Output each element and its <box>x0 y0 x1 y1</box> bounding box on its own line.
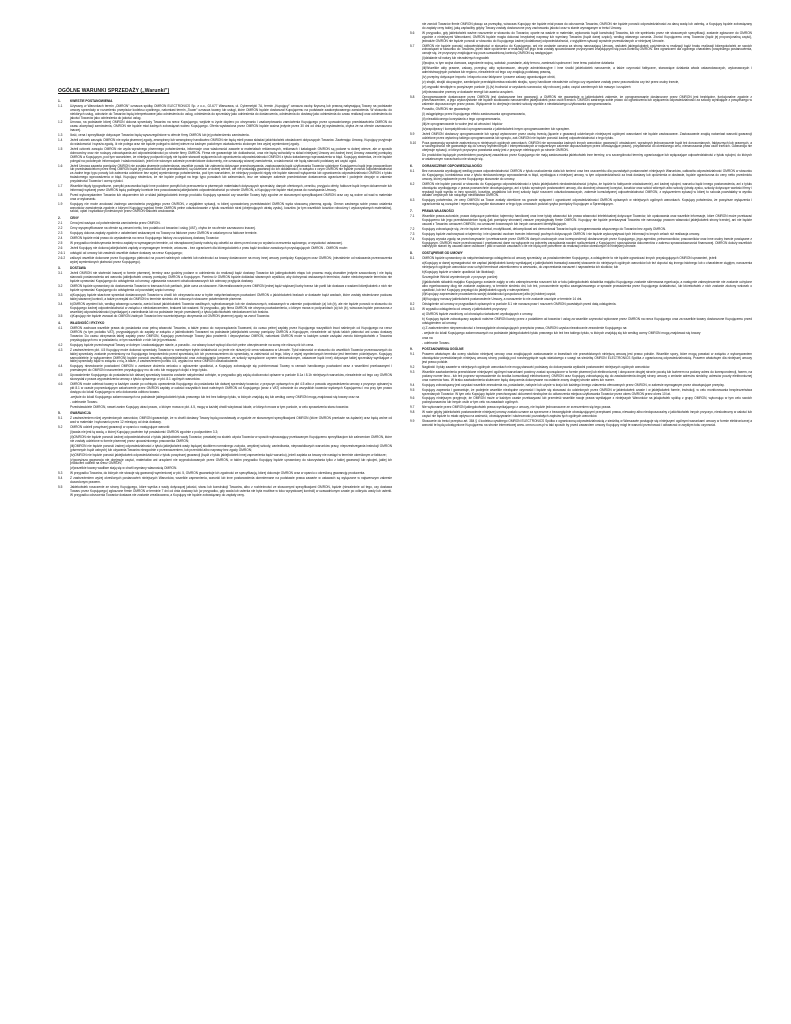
paragraph-number <box>410 113 422 117</box>
paragraph-text: OMRON będzie miał prawo do wystawienia na rzecz Kupującego faktury za częściową dostawę Towarów. <box>70 236 220 240</box>
paragraph-number: 2.3 <box>58 231 63 236</box>
paragraph-number: 2.2 <box>58 226 63 231</box>
section-paragraph <box>58 459 392 467</box>
paragraph-text: Kupujący niezwłocznie powiadomi OMRON o zamiarze złożenia wniosku o ogłoszenie upadłości, a Kupujący zobowiązuje się poinformować Towary w ramach handlowego powiadomi wraz z wszelkimi przekazanymi i przesłanymi do OMRON roszczeniem przysługujący mu do celu lub mogących dojść z tego tytułu. <box>70 364 392 373</box>
paragraph-text: Poza gwarancją wyraźnie zastrzeżoną w niniejszych ogólnych warunkach, OMRON nie wprowadza żadnych innych warunków, gwarancji i oświadczeń, wyraźnych jednoznacznie bądź też dorozumianych, faktycznych lub prawnych, a w szczególności nie gwarantuje się do rzeczy wymienionych i interpretowanych w najszerszym zakresie dopuszczalnym przez obowiązujące prawo), przydatności do określonego celu, nienaruszania praw osób trzecich. Gwarancja nie obejmuje sytuacji, w których przyczyna powstania wady jest z przyczyn nieleżących po stronie OMRON. <box>422 140 752 153</box>
section-title: WŁASNOŚĆ I RYZYKO <box>70 321 105 326</box>
section-paragraph <box>410 91 752 95</box>
paragraph-number: 9.7 <box>410 405 415 410</box>
paragraph-number <box>58 401 70 405</box>
paragraph-text: (vii)niezawodne przerwy w dostawie energii lub awaria urządzeń. <box>422 89 514 94</box>
section-paragraph <box>410 353 752 365</box>
paragraph-number: 1.8 <box>58 192 63 197</box>
section-paragraph <box>58 121 392 133</box>
paragraph-text: zaliczyć wszelkie dokonane przez Kupującego płatności na poczet należnych odsetek lub należności za towary dostarczone na mocy innej umowy pomiędzy Kupującym oraz OMRON; (niezależnie od wskazania przeznaczenia wyżej wymienionych płatności przez Kupującego). <box>70 255 392 264</box>
paragraph-number: 6.3 <box>410 198 415 203</box>
paragraph-text: Kupujący dokona zapłaty zgodnie z ustaleniami wskazanymi na Towary na fakturze przez OMRON w ustalonym na fakturze terminie. <box>70 231 258 236</box>
paragraph-text: (i)wada nie jest tą wadą, o której Kupujący powinien był powiadomić OMRON zgodnie z podpunktem 3.3; <box>70 430 219 435</box>
section-paragraph <box>58 285 392 293</box>
section-paragraph <box>58 303 392 315</box>
paragraph-number: 2.5 <box>58 240 63 245</box>
paragraph-text: (vi) wypadki nieobjęte w powyższym punkcie (i)-(iv) trudności w uzyskaniu surowców, siły roboczej, paliw, części zamiennych lub maszyn i urządzeń <box>422 84 631 89</box>
paragraph-number: 4.2 <box>58 342 63 347</box>
section-paragraph <box>410 411 752 419</box>
section-paragraph <box>58 327 392 343</box>
section-paragraph <box>410 183 752 199</box>
paragraph-text: Kupujący zobowiązuje się, że nie będzie zmieniał, modyfikował, dekompilował ani demontował Towarów bądź oprogramowania włączonego do Towarów bez zgody OMRON. <box>422 226 667 231</box>
paragraph-number: 3.2 <box>58 284 63 289</box>
section-paragraph <box>58 272 392 284</box>
document-section <box>58 100 392 214</box>
paragraph-text: a) OMRON będzie zwolniony od obowiązku świadczeń wynikających z umowy. <box>422 312 534 317</box>
section-number: 7. <box>410 209 413 214</box>
paragraph-text: Kupujący niniejszym przyjmuje, że OMRON może w każdym czasie przekazywać lub przenieść wszelkie swoje prawa wynikające z niniejszych Warunków na jakąkolwiek spółkę z grupy OMRON, wykonując w tym celu swoich podwykonawców lub innych osób w tym celu na zasadach ogólnych. <box>422 396 752 405</box>
paragraph-number: 8.1 <box>410 256 415 261</box>
paragraph-text: Jeżeli Kupujący nie dokona jakiejkolwiek zapłaty w wymaganym terminie, wówczas - bez ograniczeń dla któregokolwiek z praw bądź środków zaradczych przysługujących OMRON - OMRON może: <box>70 245 348 250</box>
paragraph-number: 1.2 <box>58 120 63 125</box>
paragraph-text: (iv)OMRON nie będzie ponosić jakiejkolwiek odpowiedzialności z tytułu powyższej gwarancji (bądź z tytułu jakiejkolwiek innej zapewnienia bądź warunku), jeżeli zapłata za towary nie nastąpi w terminie określonym w fakturze; <box>70 452 387 457</box>
document-section <box>410 165 752 207</box>
paragraph-text: (ii)Kupujący zaprzestanie prowadzenia swojej działalności gospodarczej albo jej istotnej części; <box>422 292 557 297</box>
paragraph-text: - odebranie Towaru. <box>70 399 99 404</box>
paragraph-number: 1.6 <box>58 163 63 168</box>
paragraph-number: 3.1 <box>58 271 63 276</box>
paragraph-number: 7.2 <box>410 226 415 231</box>
paragraph-text: Kupujący nie może anulować żadnego zamówienia przyjętego przez OMRON, z wyjątkiem sytuacji, w której upoważniony przedstawiciel OMRON wyda stosowną pisemną zgodę. Omron zastrzega sobie prawo ustalenia warunków zamówienia zgodnie z którymi Kupujący wypłaci firmie OMRON pełne odszkodowanie z tytułu wszelkich strat (obejmujących utratę zysku), kosztów (w tym wszelkich kosztów robocizny i wykorzystanych materiałów), szkód, opłat i wydatków poniesionych przez OMRON wskutek anulowania. <box>70 201 392 214</box>
section-paragraph <box>410 67 752 75</box>
section-paragraph <box>410 86 752 90</box>
paragraph-text: -wejście do lokali Kupującego załomnowanych na podstawie jakiegokolwiek tytułu prawnego lub też bez takiego tytułu, w których znajdują się lub według oceny OMRON mogą znajdować się towary oraz na <box>70 394 360 399</box>
left-column <box>58 33 392 499</box>
paragraph-text: Z zastrzeżeniem niżej wymienionych warunków, OMRON gwarantuje, że w chwili dostawy Towary będą pozostawały w zgodzie ze stosownymi specyfikacjami OMRON (które OMRON przekaże na żądanie) oraz będą wolne od wad w materiale i wykonaniu przez 12 miesięcy od dnia dostawy. <box>70 416 392 425</box>
section-paragraph <box>410 389 752 397</box>
paragraph-number: 2.6.2 <box>58 255 66 260</box>
paragraph-text: OMRON będzie uprawniony do dostarczenia Towarów w transzach lub partiach, jakie uzna za stosowne. Niezrealizowanie przez OMRON jednej bądź większej liczby transz lub partii lub dostawa z wadami którejkolwiek z nich nie będzie uprawniać Kupującego do odstąpienia od pozostałej części umowy. <box>70 284 392 292</box>
document-title: OGÓLNE WARUNKI SPRZEDAŻY („Warunki”) <box>58 88 170 94</box>
paragraph-text: (ii)OMRON nie będzie ponosić żadnej odpowiedzialności z tytułu jakiejkolwiek wady Towarów, powstałej na skutek użycia Towarów w sposób wykraczający przekazanym Kupującemu specyfikacjom lub zaleceniom OMRON, które nie zostały udzielone w formie pisemnej przez upoważnionego pracownika OMRON; <box>70 434 392 443</box>
paragraph-number <box>410 342 422 346</box>
paragraph-text: Nagłówki i tytuły zawarte w niniejszych ogólnych warunkach nie mogą stanowić podstawy do dokonywania wykładni postanowień niniejszych ogólnych warunków. <box>422 365 651 370</box>
paragraph-text: W wypadku odstąpienia od umowy z jakiekolwiek przyczyny: <box>422 307 508 312</box>
paragraph-text: Wszelkie zawiadomienia przewidziane niniejszymi ogólnymi warunkami powinny zostać sporządzone w formie pisemnej lub elektronicznej i doręczone drugiej stronie pocztą lub kurierem na podany adres do korespondencji, faxem, na podany numer faxu - lub też poprzez wprowadzenie do środka komunikacji elektronicznej. OMRON oraz Kupujący zobowiązują się do zawiadomienia drugiej strony umowy o zmianie adresów siedziby, adresów poczty elektronicznej oraz numerów faxu. W braku zawiadomienia skuteczne będą doręczenia dokonywane na ostatnie znany drugiej stronie adres lub numer. <box>422 369 752 382</box>
document-section <box>410 348 752 427</box>
paragraph-text: Ponadto, OMRON nie gwarantuje: <box>422 107 471 112</box>
section-paragraph <box>410 342 752 346</box>
paragraph-text: (v)powyższa gwarancja nie obejmuje części, materiałów ani urządzeń nie wyprodukowanych przez OMRON, w takim przypadku Kupujący będzie uprawniony do skorzystania tylko z takiej gwarancji lub rękojmi, jakiej ich producent udzielił na rzecz OMRON; <box>70 457 392 466</box>
paragraph-text: Z zastrzeżeniem pkt. 4.5 Kupujący może dokonać sprzedaży Towarów w normalnym trybie działalności co jenie nie niższej niż cena wskazana w Umowie. Tytuł własności w stosunku do wszelkich Towarów przeznaczonych do takiej sprzedaży zostanie przeniesiony na Kupującego bezpośrednio przed sprzedażą lub ich przeznaczeniem do sprzedaży, w zależności od tego, który z wyżej wymienionych terminów jest terminem późniejszym. Kupujący samodzielnie (z wyłączeniem OMRON) będzie ponosić wszelką odpowiedzialność oraz zobowiązania (umowne, ze szkody wyrządzone czynem niedozwolonym, ustawowe bądź inne) dotyczące takiej sprzedaży wynikające z takiej sprzedaży bądź w związku z nią, a także, z zastrzeżeniem punktu 4.5, wypłaci na rzecz OMRON odszkodowanie. <box>70 347 392 364</box>
section-paragraph <box>58 203 392 215</box>
paragraph-text: OMRON zachowa wszelkie prawa do posiadania oraz pełną własność Towarów, a także prawo do rozporządzania Towarami, do czasu pełnej zapłaty przez Kupującego wszystkich kwot należnych od Kupującego na rzecz OMRON (w tym podatku VAT), przypadających do zapłaty w związku z jakimikolwiek Towarami na podstawie jakiejkolwiek umowy pomiędzy OMRON a Kupującym, niezależnie od tytułu takich płatności ani czasu dostawy Towarów. Do czasu otrzymania takiej zapłaty przez OMRON, Kupujący przechowuje Towary jako powiernik i depozytariusz OMRON, natomiast OMRON może w każdym czasie zażądać zwrotu któregokolwiek z Towarów przysługujących mu w posiadaniu, w tym wszelkich z nich lub jej przekazać. <box>70 326 392 342</box>
section-title: DOSTAWA <box>70 266 86 271</box>
paragraph-number <box>410 337 422 341</box>
paragraph-text: (iii)Kupujący naruszy jakiekolwiek postanowienie Umowy, a naruszenie to nie zostanie usunięte w terminie 14 dni. <box>422 297 583 302</box>
paragraph-number: 9.8 <box>410 410 415 415</box>
section-paragraph <box>410 154 752 162</box>
paragraph-number: 9.4 <box>410 382 415 387</box>
section-paragraph <box>58 185 392 193</box>
paragraph-number: 9.1 <box>410 352 415 357</box>
paragraph-number <box>58 406 70 410</box>
section-paragraph <box>58 165 392 185</box>
paragraph-number <box>410 57 422 61</box>
section-paragraph <box>58 194 392 202</box>
paragraph-text: c)Kupujący nie będzie zwracał do OMRON żadnych Towarów bez wcześniejszego otrzymania od OMRON pisemnej zgody na zwrot Towarów. <box>70 314 270 319</box>
paragraph-number: 1.7 <box>58 184 63 189</box>
section-paragraph <box>58 148 392 164</box>
paragraph-text: Jeżeli członek zarządu OMRON nie wyda wyraźnego pisemnego potwierdzenia, informacje oraz wiadomości zawarte w materiałach reklamowych, reklamach i katalogach OMRON są podane w dobrej wierze, ale w sposób dobrowolny oraz nie rodzący zobowiązania ani odpowiedzialności po stronie firmy OMRON. Firma nie gwarantuje ich dokładności, oraz nie będą wchodziły w skład niniejszej Umowy ani żadnej innej Umowy zawartej pomiędzy OMRON a Kupującym, pod tym warunkiem, że niniejszy podpunkt nigdy nie będzie stanowił wyłączenia lub ograniczenia odpowiedzialności OMRON z tytułu świadomego wprowadzenia w błąd. Kupujący stwierdza, że nie będzie polegał na podobnych informacjach i wiadomościach, jeżeli nie wiosnym zakresie przedmiotowe dokumenty, nie oznaczają wiosnej zamówienia, a wiadomości nie będą stanowić podstawy ani część ugód. <box>70 146 392 163</box>
paragraph-text: Przed wykorzystaniem Towarów lub włączeniem ich w skład jakiegokolwiek innego produktu Kupujący sprawdzi czy wszelkie Towary były zgodne ze stosownymi specyfikacjami OMRON oraz czy są wolne od wad w materiale oraz w wykonaniu. <box>70 192 392 201</box>
section-paragraph <box>58 477 392 485</box>
section-title: POSTANOWIENIA OGÓLNE <box>422 347 464 352</box>
paragraph-text: Kupujący zapewnia i gwarantuje, że podejmie wszelkie niezbędne czynności i będzie się stosować do udzielonych przez OMRON w jakimkolwiek czasie i w jakiejkolwiek formie, instrukcji, w celu monitorowania bezpieczeństwa sprzedanych Towarów. W tym celu Kupujący będzie przechowywać dokument niezbędne do odtworzenia miejsca użytkowania Towarów przez okres OMRON przez okres 10 lat. <box>422 387 752 396</box>
paragraph-text: Jeżeli OMRON nie stwierdzi inaczej w formie pisemnej, terminy oraz godziny podane w odniesieniu do realizacji bądź dostawy Towarów lub jakiegokolwiek etapu lub procesu mają charakter jedynie szacunkowy i nie będą stanowić postanowienia ani warunku jakiejkolwiek umowy pomiędzy OMRON a Kupującym. Pomimo iż OMRON będzie dokładać starannych wysiłków, aby dotrzymać wskazanych terminów, żadne niedotrzymanie terminów nie będzie uprawniać Kupującego do odstąpienia od umowy, zgłaszania roszczeń odszkodowawczych lub odmowy przyjęcia dostawy. <box>70 271 392 284</box>
paragraph-number <box>58 459 70 467</box>
paragraph-text: (iii)że oprogramowanie to wolne jest od wirusów i błędów <box>422 121 503 126</box>
paragraph-number: 6.2 <box>410 181 415 186</box>
paragraph-text: OMRON nie będzie ponosić w stosunku do Kupującego odpowiedzialności z tytułu jakiejkolwiek niedowiedzialności (chyba, że będzie to faktycznie oświadczenie), ani żadnej rękojmi, warunku bądź innego postanowienia, ani z tytułu obowiązku wynikającego z prawa powszechnie obowiązującego, ani z tytułu wyraźnych postanowień umowy, dla dowolnej utraconej korzyści, kosztów oraz szkód wtórnych albo szkody (utratę zysku, szkody dotyczące wartości firmy i reputacji bądź wyniku w inny sposób), kosztów, wydatków lub innej szkody bądź roszczeń odszkodowawczych, zakresie kumulatywnej odpowiedzialności OMRON, z wyłączeniem sytuacji w której to szkoda powstałaby w wyniku działań umyślnych lub rażącego niedbalstwa OMRON. <box>422 181 752 198</box>
section-paragraph <box>410 32 752 44</box>
paragraph-number: 5.7 <box>410 43 415 48</box>
section-paragraph <box>410 420 752 428</box>
paragraph-number <box>410 281 422 293</box>
paragraph-number: 9.6 <box>410 396 415 401</box>
paragraph-text: Jeżeli członek zarządu OMRON nie wyda pisemnej zgody, zewnętrzny lub wewnętrzny handlowiec OMRON nie będą mieli prawa składać jakichkolwiek oświadczeń dotyczących Towarów. Zawierając Umowę, Kupujący przyjmuje do wiadomości i wyraża zgodę, iż nie polega oraz nie będzie polegał w dobrej wierze na żadnym podobnym oświadczeniu złożonym bez wyżej wymienionej zgody. <box>70 138 392 146</box>
paragraph-text: (iv)współpracy i kompatybilności oprogramowania z jakimkolwiek innym oprogramowaniem lub sprzętem. <box>422 126 571 131</box>
section-number: 3. <box>58 266 61 271</box>
paragraph-number: 7.3 <box>410 231 415 236</box>
section-number: 2. <box>58 216 61 221</box>
section-paragraph <box>58 436 392 444</box>
paragraph-text: a)Kupujący w danej wymagalności nie zapłaci jakiejkolwiek kwoty wynikającej z jakiejkolwiek transakcji zawartej stosownie do niniejszych ogólnych warunków lub też dopuści się innego istotnego lub o charakterze ciągłym, naruszenia niniejszych ogólnych warunków oraz uchybi terminowi zakreślonemu w wezwaniu, do zaprzestania naruszeń i naprawienia ich skutków, lub <box>422 261 752 270</box>
paragraph-text: c) Z zastrzeżeniem nieprzenośności z bezwzględnie obowiązujących przepisów prawa, OMRON uzyska niezwłocznie zezwolenie Kupującego na: <box>422 325 628 330</box>
paragraph-text: Szczególnie Wśród wymienionych z przyczyn poniżej: <box>422 274 498 279</box>
section-title: CENY <box>70 216 79 221</box>
paragraph-number <box>410 154 422 162</box>
paragraph-number: 1.9 <box>58 201 63 206</box>
section-paragraph <box>410 384 752 388</box>
paragraph-number: 9.9 <box>410 418 415 423</box>
paragraph-number <box>58 436 70 444</box>
paragraph-text: W przypadku Towarów, do których nie stosuje się gwarancji wymienionej w pkt. 5, OMRON gwarantuje ich zgodność ze specyfikacją, której dokonuje OMRON oraz w oparciu o określoną gwarancję producenta. <box>70 471 366 476</box>
paragraph-number: 5.2 <box>58 425 63 430</box>
paragraph-number <box>410 332 422 336</box>
paragraph-number: 8.2 <box>410 302 415 307</box>
section-paragraph <box>58 396 392 400</box>
paragraph-text: (iii)OMRON nie będzie ponosić żadnej odpowiedzialności z tytułu jakiejkolwiek wady będącej skutkiem normalnego zużycia, umyślnej szkody, zaniedbania, nieprawidłowych warunków pracy, nieprzestrzegania instrukcji OMRON (pisemnych bądź ustnych) lub używania Towarów niezgodnie z przeznaczeniem, lub przeróbki albo naprawy bez zgody OMRON; <box>70 443 392 452</box>
document-section <box>410 210 752 249</box>
paragraph-text: b)OMRON wymieni lub, według własnego uznania, zwróci koszt jakichkolwiek Towarów wadliwych, wybrakowanych lub nie dostarczonych, wskazanych w zakresie podpunktach (a) lub (b), ale nie będzie ponosić w stosunku do Kupującego żadnej odpowiedzialności w związku z niedostarczeniem, brakami lub wadami. W przypadku, gdy firma OMRON nie otrzyma powiadomienia, o którym mowa w podpunktach (a) lub (b), wówczas będzie ponoszona z wszelkiej odpowiedzialności (wynikającej z zaniedbania lub na podstawie innych przesłanek) z tytułu jakichkolwiek niedostarczeń lub braków. <box>70 301 392 314</box>
paragraph-text: OMRON może odebrać towary w każdym czasie po cofnięciu uprawnienia Kupującego do posiadania lub dalszej sprzedaży towarów, z przyczyn opisanych w pkt 4.5 albo z powodu wypowiedzenia umowy z przyczyn opisanej w pkt 8.1 w czasie poprzedzającym zakończenie przez OMRON zapłaty w całości wszystkich kwot należnych OMRON od Kupującego (wraz z VAT) odnośnie do wszystkich towarów wydanych Kupującemu i ma przy tym prawo dostępu do lokali Kupującego w celu dokonania odbioru towaru. <box>70 382 392 394</box>
document-section <box>58 412 392 497</box>
document-section <box>58 267 392 319</box>
paragraph-text: nie zwrócił Towarów firmie OMRON płacąc za przesyłkę, wówczas Kupujący nie będzie miał prawa do odrzucenia Towarów, OMRON nie będzie ponosić odpowiedzialności za daną wadę lub usterkę, a Kupujący będzie zobowiązany do zapłaty ceny takiej, jaką zapłaciłby gdyby Towary zostały dostarczone przy zachowaniu jakości oraz w stanie wymaganym w treści Umowy. <box>422 22 752 30</box>
paragraph-text: Nie wykonanie przez OMRON jakiegokolwiek prawa wynikającego z umowy, nie będzie jednoznaczne ze zrzeczeniem się tego prawa. <box>422 405 612 410</box>
paragraph-text: oraz na <box>422 335 433 340</box>
section-paragraph <box>410 215 752 227</box>
section-title: GWARANCJA <box>70 411 91 416</box>
paragraph-text: (i)jakikolwiek składnik majątku Kupującego zostanie zajęty w celu zabezpieczenia roszczeń lub w toku jakiegokolwiek składnika majątku Kupującego zostanie skierowana egzekucja, a następnie zabezpieczenie nie zostanie uchylone albo egzekwowany dług nie zostanie zapłacony, w terminie siedmiu dni, lub też, porozumienie wyniku zaangażowanego w sprawie prowadzenia przez Kupującego działalności, lub którekolwiek z nich zostanie złożony wniosek o upadłość, lub też Kupujący przystąpi do jakiejkolwiek ugody z wierzycielami; <box>422 279 752 292</box>
section-paragraph <box>410 133 752 141</box>
section-paragraph <box>410 262 752 270</box>
paragraph-number: 9.2 <box>410 365 415 370</box>
paragraph-text: W razie gdyby jakiekolwiek postanowienie niniejszej umowy zostało uznane za sprzeczne z bezwzględnie obowiązującymi przepisami prawa, nieważny albo niedopuszczalny z jakichkolwiek innych przyczyn, nieskuteczny w całości lub części nie będzie to miało wpływu na ważność, obowiązywanie i skuteczność pozostałych zapisów tych ogólnych warunków. <box>422 410 752 419</box>
document-section <box>58 217 392 264</box>
paragraph-text: OMRON nie będzie ponosić odpowiedzialności w stosunku do Kupującego, ani nie zostanie uznana za stronę naruszającą Umowę, wskutek jakiegokolwiek opóźnienia w realizacji bądź braku realizacji któregokolwiek ze swoich zobowiązań w stosunku do Towarów, jeżeli takie opóźnienie w realizacji lub jego brak zostały spowodowane przyczynami znajdującymi się poza kontrolą OMRON. Bez ograniczeń dla ogólnego charakteru powyższego postanowienia, uznaje się, że przyczyny znajdujące się poza uzasadnioną kontrolą OMRON są następujące: <box>422 43 752 56</box>
paragraph-text: Ceny wyspecyfikowane na ofercie są cenami netto, bez podatku od towarów i usług (VAT), chyba że na ofercie zaznaczono inaczej. <box>70 226 256 231</box>
section-title: ODSTĄPIENIE OD UMOWY <box>422 251 463 256</box>
section-paragraph <box>58 139 392 147</box>
paragraph-text: Do produktów będących przedmiotem powyższej zasadniczo przez Kupującego nie mają zastosowania jakiekolwiek inne terminy, a w szczególności terminy ograniczające lub wyłączające odpowiedzialność z tytułu rękojmi, do których w ostatecznym rozrachunku nie stosuje się. <box>422 153 752 162</box>
paragraph-number <box>410 123 422 127</box>
paragraph-text: (iii)Wszelkie akty prawne, zakazy, przepisy, akty wykonawcze, decyzje administracyjne i inne środki jakiekolwiek naruszenie, a także czynności faktyczne, stanowiące działania władz ustawodawczych, wykonawczych i administracyjnych państwa lub regionu, niezależnie od tego czy znajdują podstawę prawną, <box>422 66 752 74</box>
section-paragraph <box>58 417 392 425</box>
paragraph-text: Ilość, cena i specyfikacje dotyczące Towarów będą wyszczególnione w ofercie firmy OMRON lub jej potwierdzeniu zamówienia. <box>70 133 250 138</box>
section-number: 6. <box>410 164 413 169</box>
paragraph-number: 5.3 <box>58 471 63 476</box>
section-title: PRAWA WŁASNOŚCI <box>422 209 454 214</box>
paragraph-text: b)Kupujący będzie w stanie upadłości lub likwidacji; <box>422 269 495 274</box>
paragraph-number <box>58 431 70 435</box>
paragraph-number <box>410 67 422 75</box>
section-paragraph <box>58 454 392 458</box>
paragraph-number <box>410 91 422 95</box>
document-section <box>410 252 752 345</box>
section-paragraph <box>410 233 752 237</box>
paragraph-number: 4.3 <box>58 347 63 352</box>
paragraph-text: Jeżeli Umowa zawarta pomiędzy OMRON nie została pisemnie potwierdzona, wszelkie poradu lub zalecenia dotyczące przechowywania, zastosowania bądź użytkowania Towarów udzielone Kupującemu bądź jego pracownikom lub przedstawicielom przez firmę OMRON bądź jej pracowników lub przedstawicieli, są udzielone w dobrej wierze, ale nie posiadają gwarancji do ich dokładności, w związku z czym OMRON nie będzie ponosić odpowiedzialności za żadne tego typu porady lub zalecenia udzielone bez wyżej wymienionego potwierdzenia, pod tym warunkiem, że niniejszy podpunkt nigdy nie będzie stanowił wyłączenia lub ograniczenia odpowiedzialności OMRON z tytułu świadomego wprowadzenia w błąd. Kupujący stwierdza, że nie będzie polegał na tego typu poradach lub zaleceniach, lecz we własnym zakresie przedmiotowe dostarczenia ograniczenie i podejmie decyzje w zakresie przydatności Towarów i ocenę rytuści. <box>70 163 392 184</box>
paragraph-text: Jeżeli OMRON dostarczy oprogramowanie lub sprzęt wytworzone przez osobę trzecią (łącznie z gwarancji udzielonych niniejszymi ogólnymi warunkami nie będzie zastosowane. Zastosowanie znajdą natomiast warunki gwarancji udzielone przez wytwórcę takiego oprogramowania lub sprzętu, zaś OMRON nie będzie ponosić żadnej odpowiedzialności z tego tytułu. <box>422 131 752 140</box>
paragraph-text: Kupujący będzie przechowywał Towary w dobrym i zadowalającym stanie, a ponadto - na własny koszt wykupi dla nich pełne ubezpieczenie na sumę nie niższą niż ich cena. <box>70 342 315 347</box>
paragraph-text: (iv) przepisy dotyczące importu i eksportu oraz faktyczne i prawne zakazy ograniczające obrót, <box>422 74 556 79</box>
paragraph-number: 4.1 <box>58 326 63 331</box>
section-paragraph <box>58 365 392 373</box>
paragraph-number <box>58 454 70 458</box>
section-paragraph <box>58 486 392 498</box>
paragraph-number <box>410 293 422 297</box>
paragraph-number <box>58 445 70 453</box>
paragraph-number <box>410 76 422 80</box>
paragraph-number: 4.4 <box>58 364 63 369</box>
section-title: OGRANICZENIE ODPOWIEDZIALNOŚCI <box>422 164 483 169</box>
section-paragraph <box>58 349 392 365</box>
paragraph-text: (ii)wojna, w tym wojna domowa, zagrożenie wojną, sabotaż, powstanie, akty terroru, zamieszki społeczne i inne temu podobne działania <box>422 61 614 66</box>
document-section <box>58 322 392 409</box>
paragraph-text: Odstąpienie od umowy w przypadkach opisanych w punkcie 8.1 nie narusza praw i roszczeń OMRON powstałych przed datą odstąpienia. <box>422 302 617 307</box>
paragraph-number: 2.6 <box>58 245 63 250</box>
section-number: 1. <box>58 98 61 103</box>
paragraph-text: Z zastrzeżeniem wyżej określonych postanowień niniejszych Warunków, wszelkie zapewnienia, warunki lub inne postanowienia domniemane na podstawie prawa zawarte w ustawach są wyłączone w najszerszym zakresie dozwolonym prawem. <box>70 476 392 485</box>
paragraph-number: 2.4 <box>58 236 63 240</box>
paragraph-number: 9.5 <box>410 387 415 392</box>
paragraph-text: Prawem właściwym dla oceny skutków niniejszej umowy oraz znajdujących zastosowanie w kwestiach nie przewidzianych niniejszą umową jest prawo polskie. Wszelkie spory, które mogą powstać w związku z wykonywaniem obowiązków przewidzianych niniejszą umową strony poddają pod rozstrzygnięcie sądu właściwego z uwagi na siedzibę OMRON ELECTRONICS Spółka z ograniczoną odpowiedzialnością. Prawem właściwym dla niniejszej umowy jest prawo polskie. <box>422 352 752 365</box>
paragraph-text: b) Kupujący będzie zobowiązany zapłacić należne OMRON kwoty przez z podatkiem od towarów i usług za wszelkie czynności wykonane przez OMRON na rzecz Kupującego oraz za wszelkie towary dostarczone Kupującemu przed odstąpieniem od umowy. <box>422 317 752 325</box>
paragraph-number: 3.4 <box>58 301 63 306</box>
section-paragraph <box>410 332 752 336</box>
section-paragraph <box>410 281 752 293</box>
paragraph-number: 4.5 <box>58 373 63 378</box>
paragraph-number <box>410 23 422 31</box>
paragraph-number: 7.1 <box>410 214 415 219</box>
paragraph-text: odstąpić od umowy lub zawiesić wszelkie dalsze dostawy na rzecz Kupującego; <box>70 250 183 255</box>
paragraph-text: (ii) niezakłóconego korzystania z tego oprogramowania, <box>422 117 501 122</box>
section-number: 4. <box>58 321 61 326</box>
paragraph-text: Kupujący potwierdza, że ceny OMRON za Towar zostały określone na gruncie wyłączeń i ograniczeń odpowiedzialności OMRON opisanych w niniejszych ogólnych warunkach. Kupujący potwierdza, że powyższe wyłączenia i ograniczenia są rozsądne i reprezentują zwykłe stosowane w tego typu umowach podział ryzyka pomiędzy Kupującym a Sprzedającym. <box>422 198 752 207</box>
paragraph-text: W przypadku niedotrzymania terminu zapłaty w wymaganym terminie, od niezapłaconej kwoty należą się odsetki za okres przed oraz po wydaniu orzeczenia sądowego, w wysokości ustawowej. <box>70 240 343 245</box>
right-intro-paragraph <box>410 23 752 31</box>
paragraph-number: 5.6 <box>410 30 415 35</box>
paragraph-number <box>410 276 422 280</box>
paragraph-text: - wejście do lokali Kupującego załomnowanych na podstawie jakiegokolwiek tytułu prawnego lub też bez takiego tytułu, w których znajdują się lub według oceny OMRON mogą znajdować się towary <box>422 330 701 335</box>
paragraph-number <box>410 313 422 317</box>
paragraph-text: Kupujący będzie zachowywać w tajemnicy i nie ujawniać osobom trzecim informacji poufnych dotyczących OMRON i nie będzie wykorzystywać tych informacji w innych celach niż realizacja umowy. <box>422 231 700 236</box>
paragraph-number: 1.5 <box>58 146 63 151</box>
section-paragraph <box>58 257 392 265</box>
paragraph-text: OMRON udzieli powyższej gwarancji w oparciu o następujące warunki: <box>70 425 171 430</box>
paragraph-text: - odebranie Towaru. <box>422 340 451 345</box>
two-column-layout <box>58 22 761 499</box>
paragraph-text: Upoważnienie Kupującego do posiadania lub dalszej sprzedaży towarów zostanie natychmiast cofnięte, w przypadku gdy zajdą okoliczności opisane w punkcie 8.1a i 8.1b niniejszych warunków, niezależnie od tego czy OMRON skorzystał z prawa wypowiedzenia umowy z tytułu opisanego w pkt. 8.1 ogólnych warunków. <box>70 373 392 382</box>
paragraph-text: Cena jest ważąca od potwierdzenia zamówienia przez OMRON. <box>70 221 161 226</box>
paragraph-text: a)Kupujący będzie skarżone sprzedaż dostarczonych Towarów w chwili ich otrzymania oraz w trybie natychmiastowym powiadomi OMRON o jakichkolwiek brakach w dostawie bądź wadach, które zostały stwierdzone podczas takiej starannej kontroli, a także przesyłał do OMRON w terminie siedmiu dni roboczych stosowne potwierdzenie pisemne. <box>70 292 392 301</box>
paragraph-text: (v) strajki, strajki okupacyjne, zamknięcie przedsiębiorstwa wskutek strajku, spory handlowe niezależnie od tego czy wywołane zostały przez pracowników czy też przez osoby trzecie, <box>422 79 680 84</box>
section-paragraph <box>58 406 392 410</box>
paragraph-number: 8.3 <box>410 307 415 312</box>
paragraph-number <box>410 86 422 90</box>
paragraph-number: 5.10 <box>410 140 417 145</box>
paragraph-number: 5.4 <box>58 476 63 481</box>
paragraph-number: 3.5 <box>58 314 63 319</box>
paragraph-text: W przypadku, gdy jakiekolwiek ważne roszczenie w stosunku do Towarów, oparte na wadzie w materiale, wykonaniu bądź konstrukcji Towarów, lub nie spełnianiu przez nie stosownych specyfikacji, zostanie zgłoszone do OMRON zgodnie z niniejszymi Warunkami, OMRON będzie mogła dokonać bezpłatnej naprawy lub wymiany Towarów (bądź danej części), według własnego uznania. Zwróci Kupującemu cenę Towarów (bądź jej proporcjonalną część), jednakże OMRON nie będzie ponosić w stosunku do Kupującego żadnej dodatkowej odpowiedzialności, z wyjątkiem sytuacji wyraźnie przewidzianych w niniejszej Umowie. <box>422 30 752 43</box>
section-number: 9. <box>410 347 413 352</box>
paragraph-text: Bez naruszania wynikającej według prawa odpowiedzialności OMRON z tytułu uszkodzenia ciała lub śmierci oraz bez uszczerbku dla pozostałych postanowień niniejszych Warunków, całkowita odpowiedzialność OMRON w stosunku do Kupującego, kontraktowa oraz z tytułu niedozwolonego wprowadzenia w błąd, wynikająca z niniejszej umowy, w tym odpowiedzialność za brak dostawy lub opóźnienia w dostawie, będzie ograniczona do ceny netto przedmiotu umowy, której zapłacenie przez Kupującego stosownie do umowy. <box>422 169 752 181</box>
paragraph-number: 5.1 <box>58 416 63 421</box>
section-paragraph <box>58 294 392 302</box>
paragraph-text: OMRON będzie uprawniony do natychmiastowego odstąpienia od umowy sprzedaży, za powiadomieniem Kupującego, a odstąpienie to nie będzie ograniczać innych przysługujących OMRON uprawnień, jeżeli: <box>422 256 718 261</box>
paragraph-number <box>410 118 422 122</box>
paragraph-text: Stosownie do treści przepisu art. 384 § 4 kodeksu cywilnego OMRON ELECTRONICS Spółka z ograniczoną odpowiedzialnością z siedzibą w Warszawie posługuje się niniejszymi ogólnymi warunkami umowy w formie elektronicznej a warunki te będą udostępnione Kupującemu na stronie internetowej www. omron.com.pl w taki sposób by przed zawarciem umowy Kupujący mógł te warunki przechować i odtwarzać w zwykłym toku czynności. <box>422 418 752 427</box>
paragraph-number: 5.5 <box>58 484 63 489</box>
paragraph-number: 5.8 <box>410 94 415 99</box>
paragraph-number <box>410 62 422 66</box>
right-column <box>410 23 752 429</box>
section-paragraph <box>58 315 392 319</box>
paragraph-number: 6.1 <box>410 169 415 173</box>
paragraph-text: Oprogramowanie dostarczane przez OMRON jest dostarczane bez gwarancji, a OMRON nie gwarantuje w jakimkolwiek zakresie, że oprogramowanie dostarczone przez OMRON jest bezbłędne, funkcjonalne zgodnie z przeznaczeniem, a jego wykorzystanie nie będzie skutkowało naruszeniem jakiejkolwiek praw osób trzecich. OMRON zastrzega sobie prawo do ograniczenia lub wyłączenia odpowiedzialności za szkody wynikające z powyższego w zakresie dopuszczonym przez prawo. Wyłączenie to obejmuje również szkody wynikłe z niewłaściwego użytkowania oprogramowania. <box>422 94 752 107</box>
paragraph-number <box>410 108 422 112</box>
paragraph-text: (i)działanie sił natury lub niezależnych wypadek <box>422 56 489 61</box>
paragraph-text: Kupujący zobowiązany jest uzyskać wszelkie zezwolenia na, posiadanie, nabycie lub użycie w kraju lub każdego innego zdarzenia oferowanych przez OMRON, w zakresie wymaganym przez obowiązujące przepisy. <box>422 382 725 387</box>
section-number: 5. <box>58 411 61 416</box>
section-paragraph <box>410 238 752 250</box>
section-paragraph <box>410 199 752 207</box>
section-paragraph <box>410 170 752 182</box>
paragraph-text: Przedstawiciele OMRON, nawet zanim Kupujący utraci prawo, o którym mowa w pkt. 4.5, mogą w każdej chwili wizytować lokale, w których mowa w tym punkcie, w celu sprawdzenia stanu towarów. <box>70 404 349 409</box>
section-number: 8. <box>410 251 413 256</box>
paragraph-number: 1.1 <box>58 103 63 108</box>
section-paragraph <box>410 45 752 57</box>
paragraph-text: Kupujący wyraża zgodę na przechowywanie i przetwarzanie przez OMRON danych osobowych oraz korespondencji dostarczonych przez Kupującego, jego agentów, pełnomocników, pracowników oraz inne osoby trzecie powiązane z Kupującym. OMRON może przechowywać i przetwarzać dane na wyłącznie na potrzeby zarządzania swoimi rozliczeniami z Kupującym i sporządzania dokumentów z zakresu sprawozdawczości finansowej. OMRON dołoży wszelkich należytych starań by usuwać dane osobowe i pliki w swoich zasobach o ile nie będą one potrzebne do realizacji celów określonych w niniejszej umowie. <box>422 236 752 249</box>
paragraph-number <box>410 271 422 275</box>
section-paragraph <box>410 371 752 383</box>
paragraph-number: 2.1 <box>58 221 63 226</box>
section-paragraph <box>58 401 392 405</box>
paragraph-number: 1.3 <box>58 133 63 138</box>
paragraph-number: 1.4 <box>58 138 63 143</box>
paragraph-number <box>410 262 422 270</box>
paragraph-number: 3.3 <box>58 292 63 297</box>
paragraph-text: Jakiekolwiek roszczenie ze strony Kupującego, które wynika z wady dotyczącej jakości, stanu lub konstrukcji Towarów, albo z rozbieżności ze stosownymi specyfikacjami OMRON, będzie (niezależnie od tego, czy dostawa Towaru przez Kupującego) zgłoszone firmie OMRON w terminie 7 dni od dnia dostawy lub (w przypadku, gdy wada lub usterka nie była możliwe w toku wyrywkowej kontroli) w uzasadnionym czasie po odkryciu wady lub usterki. W przypadku odrzucenia Towarów dostawa nie zostanie zrealizowana, a Kupujący nie będzie zobowiązany do zapłaty ceny. <box>70 484 392 497</box>
paragraph-number <box>410 327 422 331</box>
paragraph-text: Wszelkie prawa autorskie, prawa dotyczące patentów, tajemnicy handlowej oraz inne tytuły własności lub prawa własności intelektualnej dotyczące Towarów, ich opakowania oraz wszelkie informacje, które OMRON może przekazać Kupującemu lub jego przedstawicielom będą (jak pomiędzy stronami) zawsze przysługiwały firmie OMRON. Kupujący nie będzie przekazywał Towarów nie naruszając prawom własności jakiejkolwiek strony trzeciej, ani nie będzie usuwał z Towarów oznaczeń OMRON, na oznaczeń towarowych lub innych oznaczeń identyfikujących. <box>422 214 752 226</box>
section-paragraph <box>58 374 392 382</box>
paragraph-number <box>58 396 70 400</box>
section-paragraph <box>58 445 392 453</box>
paragraph-number: 7.4 <box>410 236 415 241</box>
section-paragraph <box>410 96 752 108</box>
paragraph-number: 4.6 <box>58 382 63 386</box>
paragraph-text: (vi)wszelkie towary wadliwe stają się w chwili wymiany własnością OMRON. <box>70 466 178 471</box>
section-paragraph <box>58 105 392 121</box>
paragraph-text: (i) osiągniętego przez Kupującego efektu zastosowania oprogramowania, <box>422 112 526 117</box>
section-paragraph <box>410 318 752 326</box>
section-title: KWESTIE POSTANOWIENIA <box>70 98 113 103</box>
section-paragraph <box>58 383 392 395</box>
section-paragraph <box>410 337 752 341</box>
paragraph-number: 5.9 <box>410 131 415 136</box>
paragraph-number: 2.6.1 <box>58 250 66 255</box>
paragraph-number <box>410 81 422 85</box>
paragraph-text: Umowa, na podstawie której OMRON dokona sprzedaży Towarów na rzecz Kupującego, wejdzie w życie dopiero po otrzymaniu i zaakceptowaniu zamówienia Kupującego przez upoważnionego przedstawiciela OMRON do czasu akceptacji zamówienia, OMRON nie będzie miał żadnych zobowiązań wobec Kupującego. Oferta wystawiona przez OMRON będzie ważna jedynie przez 30 dni od dnia jej wystawienia, chyba że na ofercie zaznaczono inaczej. <box>70 120 392 133</box>
paragraph-number <box>410 318 422 326</box>
paragraph-text: Wszelkie błędy typograficzne, pomyłki pracownika bądź inne podobne pomyłki lub przeoczenia w pisemnych materiałach dotyczących sprzedaży, danych ofertowych, cenniku, przyjęciu oferty, fakturze bądź innym dokumencie lub informacji wydanej przez OMRON będą podlegały korekcie bez powodowania jakiejkolwiek odpowiedzialności po stronie OMRON, a Kupujący nie będzie miał prawa do rozwiązania Umowy. <box>70 184 392 192</box>
section-paragraph <box>410 397 752 405</box>
paragraph-text: Używany w Warunkach termin „OMRON” oznacza spółkę OMRON ELECTRONICS Sp. z o.o., 02-677 Warszawa, ul. Cybernetyki 7A, termin „Kupujący” oznacza osobę fizyczną lub prawną nabywającą Towary na podstawie umowy sprzedaży w rozumieniu przepisów kodeksu cywilnego, natomiast termin „Towar” oznacza towary lub usługi, które OMRON będzie dostarczał Kupującemu na podstawie zaakceptowanego zamówienia. W stosunku do niektórych usług, odnośnie do Towarów będą interpretowane jako odniesienia do usług, odniesienia do sprzedaży jako odniesienia do dostarczenia, odniesienia do dostawy jako odniesienia do czasu realizacji oraz odniesienia do jakości Towarów jako odniesienia do jakości usług. <box>70 103 392 120</box>
section-paragraph <box>410 142 752 154</box>
paragraph-number: 9.3 <box>410 369 415 374</box>
